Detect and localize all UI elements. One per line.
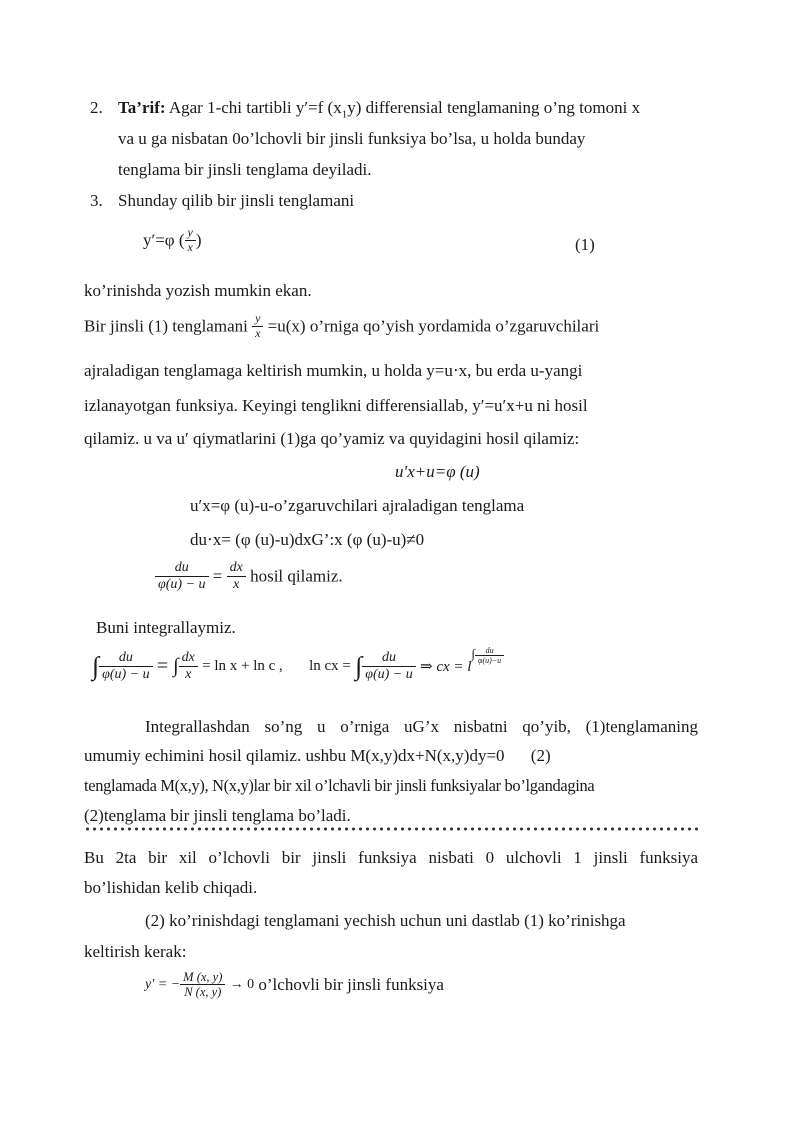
paragraph-2-fraction bbox=[252, 312, 263, 341]
equation-7-numerator: M (x, y) bbox=[180, 970, 225, 985]
paragraph-1: ko’rinishda yozish mumkin ekan. bbox=[84, 281, 312, 300]
equation-5-denominator-2: x bbox=[233, 577, 240, 593]
equation-6-denominator-1: φ(u) − u bbox=[102, 667, 150, 683]
item-2-line-3: tenglama bir jinsli tenglama deyiladi. bbox=[118, 160, 372, 179]
equation-3: u′x=φ (u)-u-o’zgaruvchilari ajraladigan tenglama bbox=[190, 496, 525, 515]
equation-5-fraction-1 bbox=[155, 560, 209, 593]
paragraph-2-denominator: x bbox=[255, 325, 261, 340]
equation-6-rhs: = ln x + ln c , bbox=[202, 658, 283, 675]
dotted-separator bbox=[84, 826, 700, 832]
paragraph-8-line-1: Bu 2ta bir xil o’lchovli bir jinsli funksiya nisbati 0 ulchovli 1 jinsli funksiya bbox=[84, 848, 698, 867]
equation-6-exponent-denominator: φ(u)−u bbox=[478, 656, 502, 666]
equation-6-arrow: ⇒ cx = l bbox=[420, 659, 472, 676]
equation-6-exponent-numerator: du bbox=[475, 646, 504, 656]
item-2-line-2: va u ga nisbatan 0o’lchovli bir jinsli funksiya bo’lsa, u holda bunday bbox=[118, 129, 586, 148]
equation-6-denominator-2: x bbox=[185, 667, 192, 683]
paragraph-2-after: =u(x) o’rniga qo’yish yordamida o’zgaruvchilari bbox=[267, 316, 600, 336]
integral-sign-3: ∫ bbox=[471, 646, 476, 661]
item-3-number: 3. bbox=[90, 191, 103, 210]
equation-4: du⋅x= (φ (u)-u)dxG’:x (φ (u)-u)≠0 bbox=[190, 530, 425, 549]
paragraph-5: qilamiz. u va u′ qiymatlarini (1)ga qo’yamiz va quyidagini hosil qilamiz: bbox=[84, 429, 580, 448]
equation-1-right: ) bbox=[195, 230, 202, 250]
equation-5-after: hosil qilamiz. bbox=[250, 566, 343, 586]
equation-7-fraction bbox=[180, 970, 225, 1000]
item-2-subscript: 1 bbox=[341, 108, 348, 121]
paragraph-7-line-1: Integrallashdan so’ng u o’rniga uG’x nisbatni qo’yib, (1)tenglamaning bbox=[145, 717, 698, 736]
equation-6-numerator-1: du bbox=[99, 650, 153, 667]
equation-7-denominator: N (x, y) bbox=[184, 985, 222, 1000]
item-3-text: Shunday qilib bir jinsli tenglamani bbox=[118, 191, 355, 210]
paragraph-9-line-1: (2) ko’rinishdagi tenglamani yechish uchun uni dastlab (1) ko’rinishga bbox=[145, 911, 626, 930]
equation-1-label: (1) bbox=[575, 235, 595, 254]
paragraph-2-before: Bir jinsli (1) tenglamani bbox=[84, 316, 248, 336]
equation-5-fraction-2 bbox=[227, 560, 246, 593]
equation-6-denominator-3: φ(u) − u bbox=[365, 667, 413, 683]
item-2-number: 2. bbox=[90, 98, 103, 117]
equation-1-denominator: x bbox=[187, 239, 193, 254]
equation-1-fraction bbox=[185, 226, 196, 255]
paragraph-4: izlanayotgan funksiya. Keyingi tenglikni differensiallab, y′=u′x+u ni hosil bbox=[84, 396, 588, 415]
equation-6-exponent-fraction bbox=[475, 646, 504, 665]
paragraph-7-line-2-text: umumiy echimini hosil qilamiz. ushbu M(x,y)dx+N(x,y)dy=0 bbox=[84, 746, 505, 765]
paragraph-7-line-3: tenglamada M(x,y), N(x,y)lar bir xil o’lchavli bir jinsli funksiyalar bo’lgandagina bbox=[84, 776, 595, 795]
equation-7 bbox=[145, 970, 444, 1000]
equation-7-arrow: → 0 bbox=[229, 976, 255, 992]
item-2-text-b: y) differensial tenglamaning o’ng tomoni x bbox=[347, 98, 641, 117]
equation-6-ln: ln cx = bbox=[309, 658, 351, 675]
equation-6-numerator-2: dx bbox=[179, 650, 198, 667]
paragraph-7-line-2-label: (2) bbox=[530, 746, 551, 765]
equation-5 bbox=[155, 560, 343, 593]
equation-6 bbox=[92, 646, 504, 683]
paragraph-3: ajraladigan tenglamaga keltirish mumkin, u holda y=u⋅x, bu erda u-yangi bbox=[84, 361, 583, 380]
paragraph-7-line-2 bbox=[84, 746, 551, 766]
paragraph-6: Buni integrallaymiz. bbox=[96, 618, 236, 637]
equation-6-fraction-1 bbox=[99, 650, 153, 683]
equation-1-left: y′=φ ( bbox=[143, 230, 185, 250]
equation-6-mid: = ∫ bbox=[156, 655, 179, 678]
paragraph-7-line-4: (2)tenglama bir jinsli tenglama bo’ladi. bbox=[84, 806, 351, 825]
paragraph-9-line-2: keltirish kerak: bbox=[84, 942, 187, 961]
equation-5-numerator-1: du bbox=[155, 560, 209, 577]
item-2-text-a: Agar 1-chi tartibli y′=f (x bbox=[168, 98, 342, 117]
equation-6-exponent bbox=[471, 646, 504, 666]
equation-5-denominator-1: φ(u) − u bbox=[158, 577, 206, 593]
equation-6-fraction-2 bbox=[179, 650, 198, 683]
paragraph-2-numerator: y bbox=[252, 312, 263, 327]
equation-6-numerator-3: du bbox=[362, 650, 416, 667]
equation-7-after: o’lchovli bir jinsli funksiya bbox=[258, 974, 444, 994]
integral-sign-1: ∫ bbox=[92, 651, 100, 681]
item-2-line-1 bbox=[118, 98, 640, 120]
integral-sign-2: ∫ bbox=[355, 651, 363, 681]
paragraph-2 bbox=[84, 312, 599, 341]
definition-label: Ta’rif: bbox=[118, 98, 166, 117]
equation-1-numerator: y bbox=[185, 226, 196, 241]
equation-2: u′x+u=φ (u) bbox=[395, 462, 480, 481]
equation-5-equals: = bbox=[212, 566, 223, 586]
paragraph-8-line-2: bo’lishidan kelib chiqadi. bbox=[84, 878, 258, 897]
equation-6-fraction-3 bbox=[362, 650, 416, 683]
equation-7-left: y′ = − bbox=[145, 976, 181, 992]
equation-5-numerator-2: dx bbox=[227, 560, 246, 577]
equation-1 bbox=[143, 226, 202, 255]
